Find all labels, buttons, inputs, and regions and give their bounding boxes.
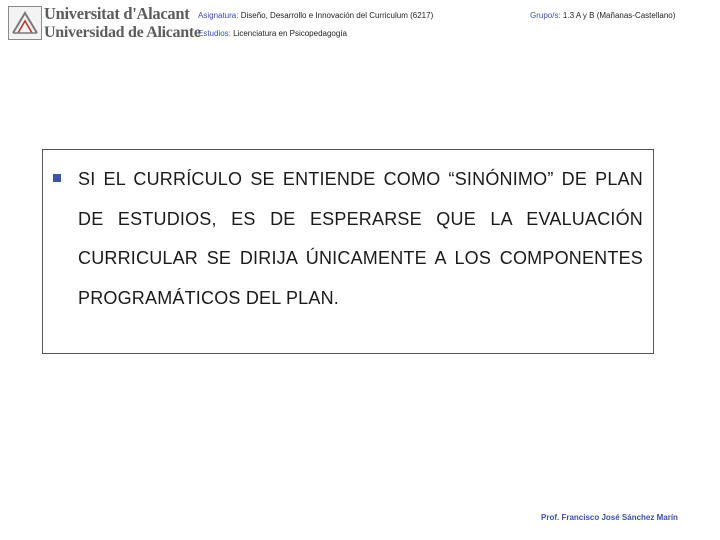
asignatura-label: Asignatura: [198, 11, 239, 20]
square-bullet-icon [53, 174, 61, 182]
estudios-value: Licenciatura en Psicopedagogía [230, 29, 347, 38]
grupo-value: 1.3 A y B (Mañanas-Castellano) [560, 11, 676, 20]
asignatura-value: Diseño, Desarrollo e Innovación del Curriculum (6217) [238, 11, 434, 20]
estudios-label: Estudios: [198, 29, 231, 38]
estudios-info [198, 29, 347, 39]
logo-line-1: Universitat d'Alacant [44, 4, 190, 23]
content-box [42, 149, 654, 354]
asignatura-info [198, 11, 433, 21]
slide-header [0, 0, 720, 50]
author-credit: Prof. Francisco José Sánchez Marín [541, 513, 678, 522]
university-logo-icon [8, 6, 42, 40]
bullet-text: SI EL CURRÍCULO SE ENTIENDE COMO “SINÓNIMO” DE PLAN DE ESTUDIOS, ES DE ESPERARSE QUE LA EVALUACIÓN CURRICULAR SE DIRIJA ÚNICAMENTE A LOS COMPONENTES PROGRAMÁTICOS DEL PLAN. [78, 169, 643, 308]
logo-line-2: Universidad de Alicante [44, 24, 201, 41]
university-logo [8, 4, 201, 43]
grupo-label: Grupo/s: [530, 11, 561, 20]
grupo-info [530, 11, 675, 21]
